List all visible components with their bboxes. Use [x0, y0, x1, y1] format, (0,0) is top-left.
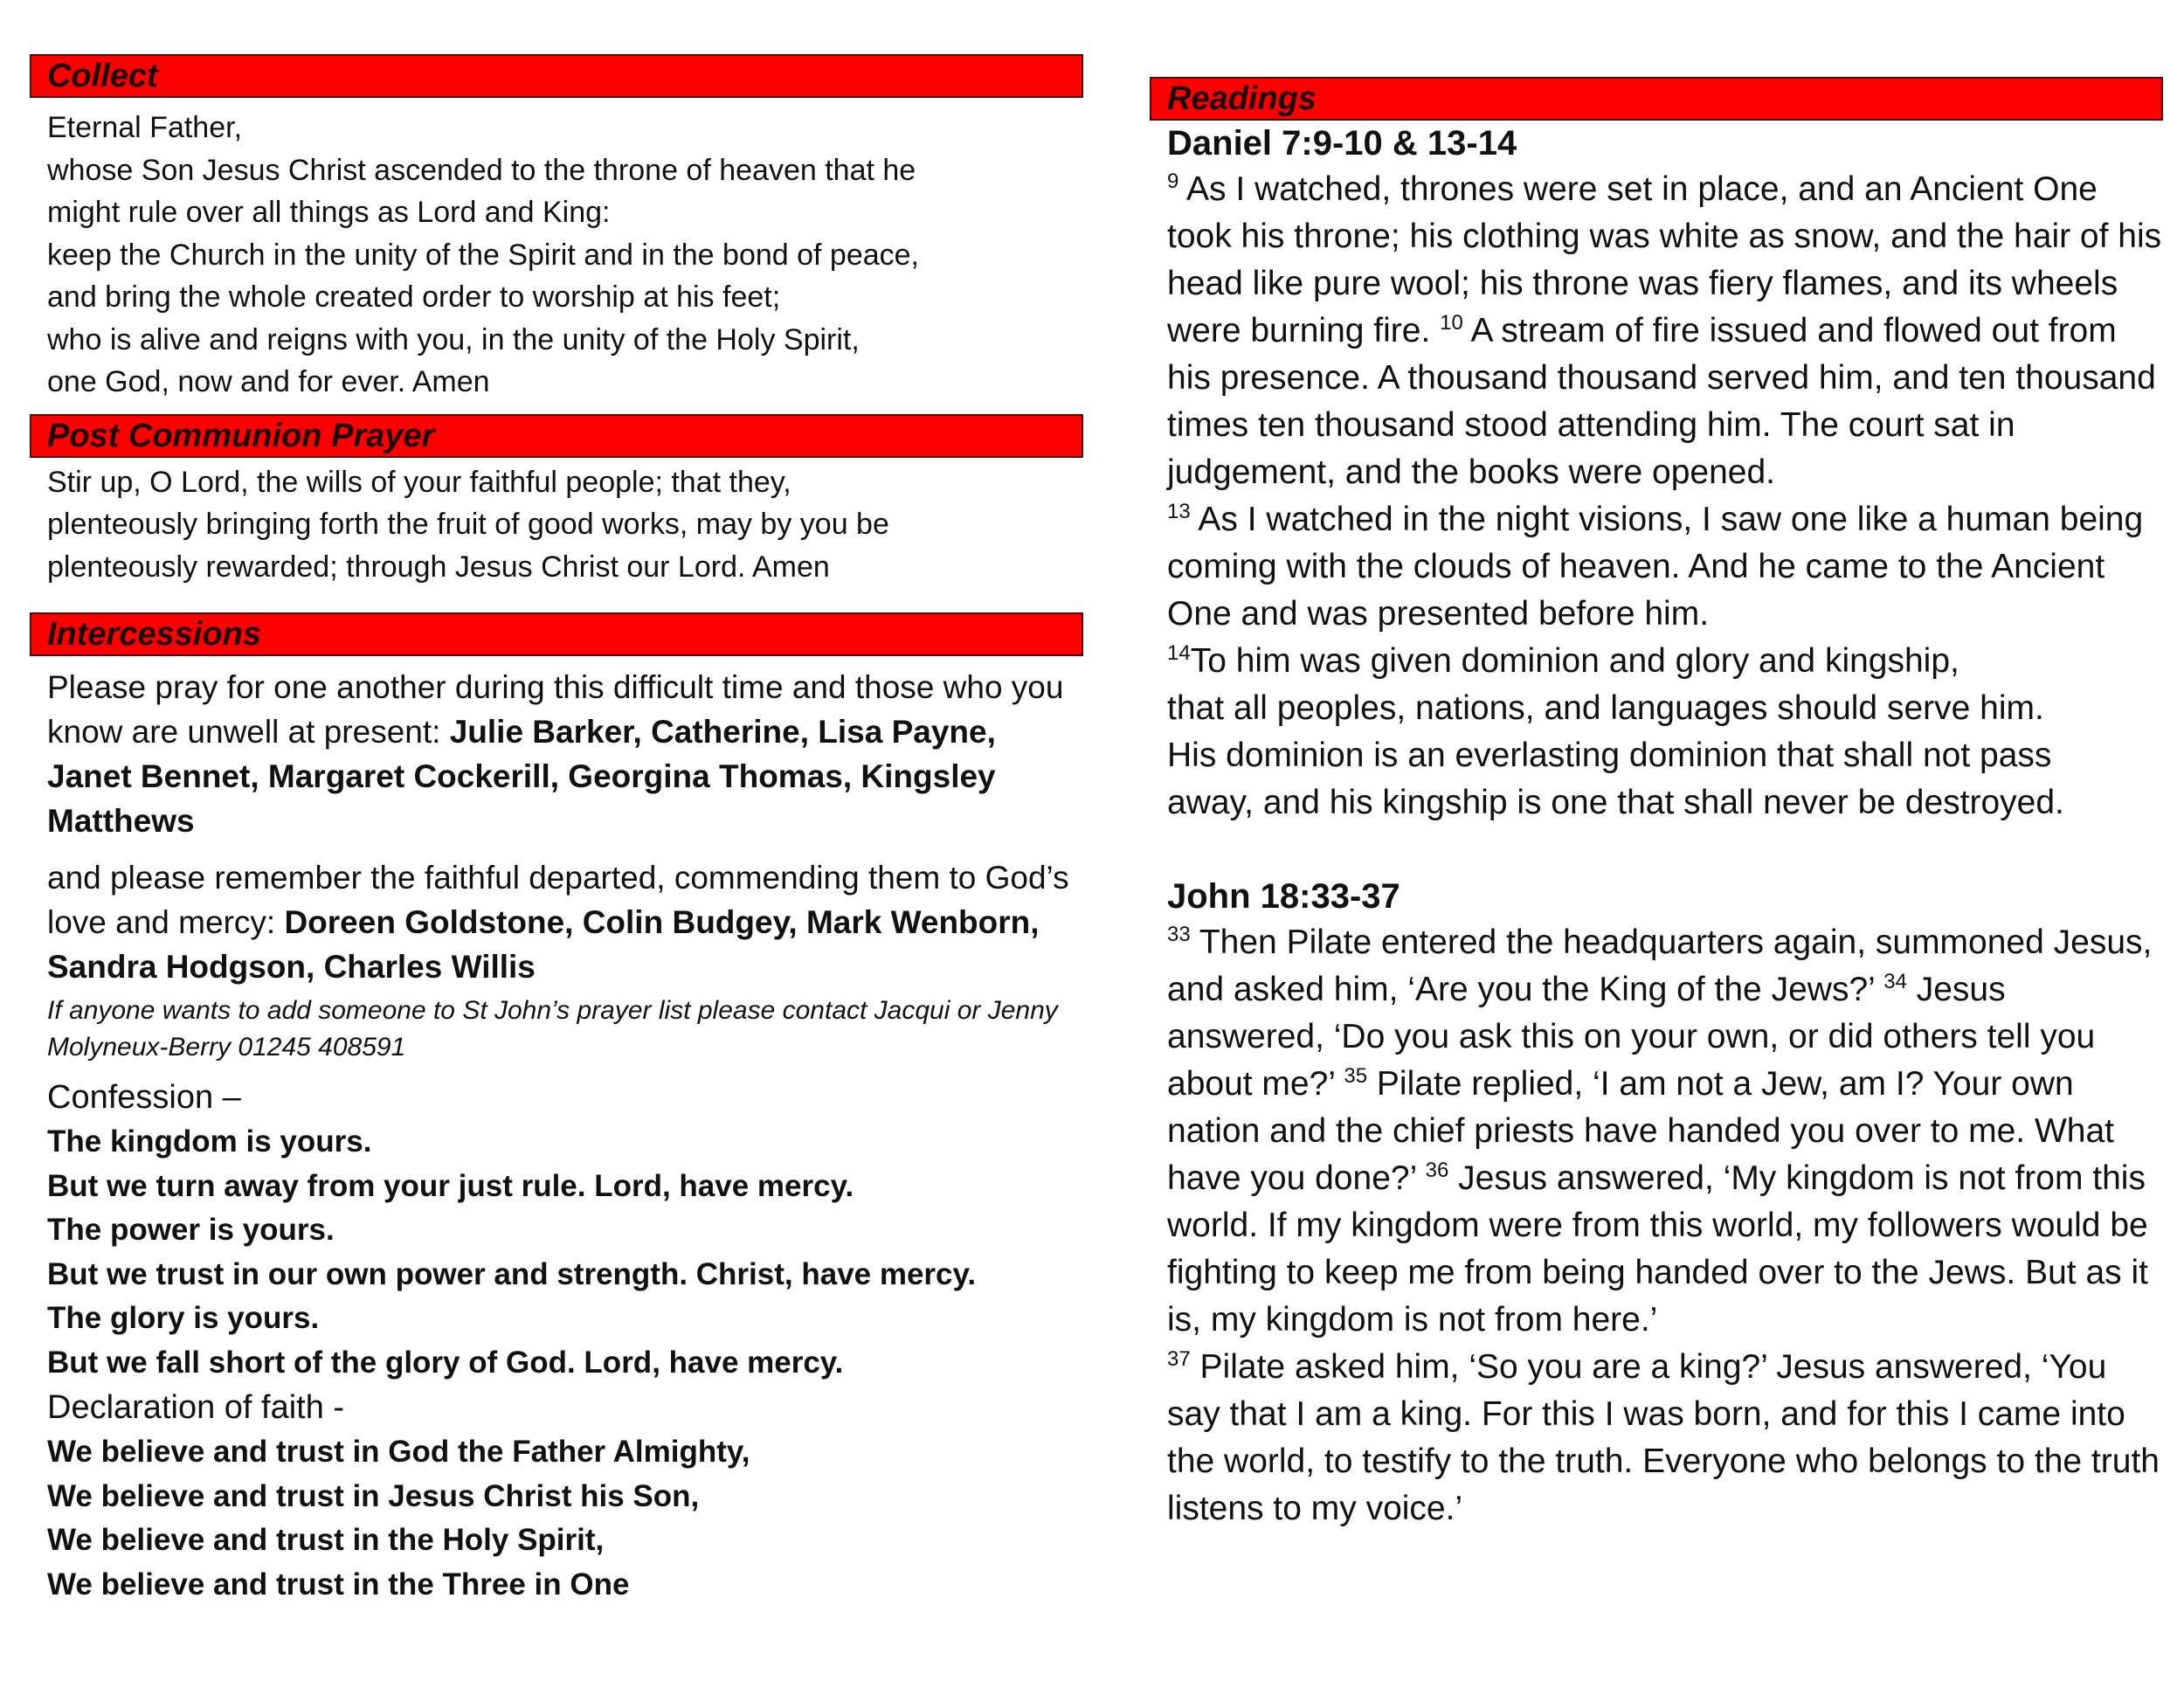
post-communion-heading: Post Communion Prayer: [30, 414, 1083, 458]
departed-list-names: Doreen Goldstone, Colin Budgey, Mark Wenborn, Sandra Hodgson, Charles Willis: [47, 904, 1040, 985]
collect-line: might rule over all things as Lord and King:: [47, 196, 611, 229]
verse-number: 14: [1167, 641, 1191, 665]
right-column: [1150, 77, 2163, 1532]
reading-1-passage-c: [1167, 638, 2163, 827]
post-communion-text: [47, 461, 1083, 589]
verse-number: 10: [1440, 311, 1463, 335]
verse-number: 35: [1344, 1064, 1368, 1088]
intercessions-heading: Intercessions: [30, 612, 1083, 656]
confession-line: But we fall short of the glory of God. Lord, have mercy.: [47, 1345, 844, 1380]
verse-text: Pilate replied, ‘I am not a Jew, am I? Your own nation and the chief priests have handed you over to me. What have you done?’: [1167, 1065, 2115, 1197]
post-communion-section: [30, 414, 1083, 589]
confession-line: The glory is yours.: [47, 1301, 320, 1335]
confession-section: [47, 1075, 1083, 1607]
verse-number: 13: [1167, 500, 1191, 523]
verse-number: 36: [1425, 1159, 1449, 1182]
departed-list-paragraph: [47, 855, 1083, 989]
verse-number: 9: [1167, 169, 1179, 193]
collect-section: [30, 54, 1083, 404]
declaration-line: We believe and trust in the Three in One: [47, 1567, 630, 1602]
verse-text: Jesus answered, ‘My kingdom is not from this world. If my kingdom were from this world, my followers would be fighting to keep me from being handed over to the Jews. But as it is, my kingdom is not from here.’: [1167, 1159, 2148, 1339]
departed-list-intro: and please remember the faithful departed, commending them to God’s love and mercy:: [47, 860, 1069, 940]
declaration-line: We believe and trust in God the Father Almighty,: [47, 1435, 750, 1469]
spacer: [47, 843, 1083, 855]
declaration-line: We believe and trust in Jesus Christ his Son,: [47, 1478, 700, 1513]
collect-heading: Collect: [30, 54, 1083, 98]
verse-text: As I watched, thrones were set in place, and an Ancient One took his throne; his clothing was white as snow, and the hair of his head like pure wool; his throne was fiery flames, and its wheels were burning fire.: [1167, 170, 2162, 349]
verse-text: His dominion is an everlasting dominion that shall not pass: [1167, 737, 2052, 774]
spacer: [1150, 827, 2163, 874]
sick-list-names: Julie Barker, Catherine, Lisa Payne, Janet Bennet, Margaret Cockerill, Georgina Thomas, Kingsley Matthews: [47, 714, 996, 839]
declaration-line: We believe and trust in the Holy Spirit,: [47, 1523, 605, 1557]
confession-line: The power is yours.: [47, 1213, 335, 1247]
verse-text: A stream of fire issued and flowed out from his presence. A thousand thousand served him, and ten thousand times ten thousand stood attending him. The court sat in judgement, and the books were opened.: [1167, 312, 2156, 491]
confession-heading: Confession –: [47, 1079, 241, 1116]
reading-2-reference: John 18:33-37: [1167, 877, 1400, 916]
reading-1-passage-a: [1167, 166, 2163, 496]
verse-text: Then Pilate entered the headquarters again, summoned Jesus, and asked him, ‘Are you the King of the Jews?’: [1167, 924, 2153, 1008]
post-communion-line: plenteously rewarded; through Jesus Christ our Lord. Amen: [47, 550, 830, 584]
verse-text: Pilate asked him, ‘So you are a king?’ Jesus answered, ‘You say that I am a king. For this I was born, and for this I came into the world, to testify to the truth. Everyone who belongs to the truth listens to my voice.’: [1167, 1348, 2160, 1527]
collect-line: whose Son Jesus Christ ascended to the throne of heaven that he: [47, 153, 916, 187]
verse-number: 34: [1883, 970, 1907, 993]
verse-text: To him was given dominion and glory and kingship,: [1190, 642, 1959, 680]
verse-text: that all peoples, nations, and languages should serve him.: [1167, 689, 2044, 727]
confession-line: But we turn away from your just rule. Lord, have mercy.: [47, 1168, 854, 1203]
declaration-heading: Declaration of faith -: [47, 1389, 345, 1426]
verse-text: As I watched in the night visions, I saw one like a human being coming with the clouds of heaven. And he came to the Ancient One and was presented before him.: [1167, 501, 2144, 633]
reading-2-passage-a: [1167, 919, 2163, 1344]
left-column: [30, 54, 1083, 1607]
collect-line: Eternal Father,: [47, 111, 243, 144]
prayer-list-note: If anyone wants to add someone to St John’s prayer list please contact Jacqui or Jenny Molyneux-Berry 01245 408591: [47, 996, 1058, 1062]
confession-line: The kingdom is yours.: [47, 1124, 372, 1159]
reading-2-passage-b: [1167, 1344, 2163, 1532]
post-communion-line: plenteously bringing forth the fruit of good works, may by you be: [47, 508, 889, 541]
readings-heading: Readings: [1150, 77, 2163, 121]
collect-line: and bring the whole created order to worship at his feet;: [47, 280, 781, 314]
reading-1-passage-b: [1167, 496, 2163, 638]
post-communion-line: Stir up, O Lord, the wills of your faithful people; that they,: [47, 465, 791, 499]
confession-line: But we trust in our own power and strength. Christ, have mercy.: [47, 1256, 977, 1291]
verse-number: 33: [1167, 923, 1191, 946]
collect-line: one God, now and for ever. Amen: [47, 365, 490, 398]
intercessions-text: [47, 665, 1083, 1066]
reading-1-reference: Daniel 7:9-10 & 13-14: [1167, 124, 1517, 163]
collect-text: [47, 107, 1083, 404]
verse-text: away, and his kingship is one that shall never be destroyed.: [1167, 784, 2064, 821]
verse-number: 37: [1167, 1347, 1191, 1371]
collect-line: keep the Church in the unity of the Spirit and in the bond of peace,: [47, 238, 920, 272]
sick-list-paragraph: [47, 665, 1083, 843]
sick-list-intro: Please pray for one another during this difficult time and those who you know are unwell at present:: [47, 669, 1064, 750]
intercessions-section: [30, 612, 1083, 1066]
collect-line: who is alive and reigns with you, in the unity of the Holy Spirit,: [47, 322, 860, 356]
verse-text: Jesus answered, ‘Do you ask this on your own, or did others tell you about me?’: [1167, 971, 2096, 1103]
